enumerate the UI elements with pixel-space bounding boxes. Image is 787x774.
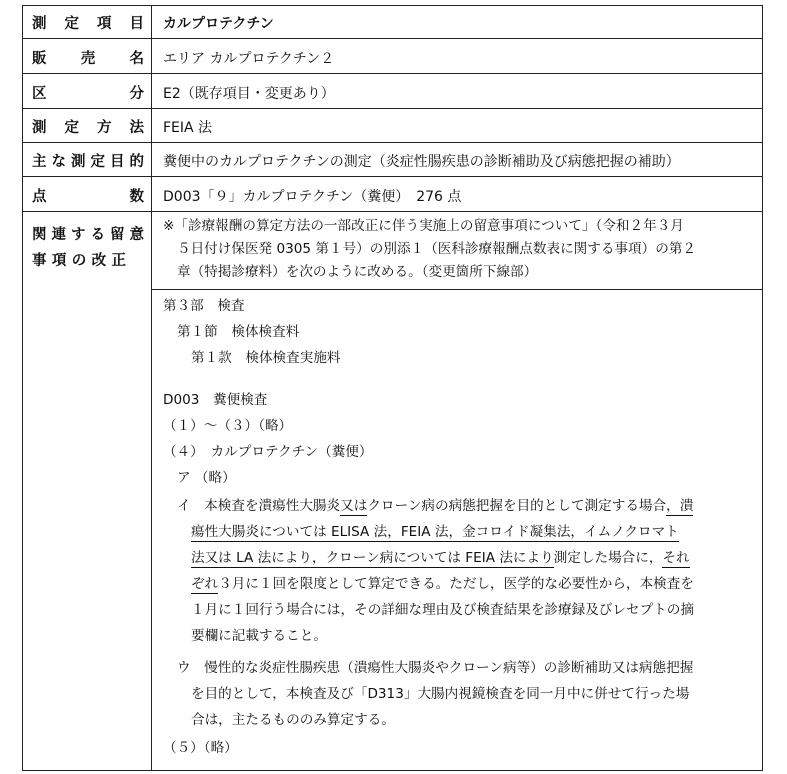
value-category: E2（既存項目・変更あり）	[163, 86, 335, 102]
underlined-text: ，潰	[666, 498, 694, 514]
value-purpose: 糞便中のカルプロテクチンの測定（炎症性腸疾患の診断補助及び病態把握の補助）	[163, 154, 680, 170]
section-heading: 第１節 検体検査料	[177, 324, 300, 340]
underlined-text: 法又は LA 法により	[191, 550, 312, 566]
label-product-name: 販 売 名	[32, 51, 144, 67]
label-points: 点 数	[32, 189, 144, 205]
label-revision: 関 連 す る 留 意 事 項 の 改 正	[32, 227, 144, 269]
underlined-text: それ	[662, 550, 690, 566]
text-run: イ 本検査を潰瘍性大腸炎	[177, 498, 341, 514]
notice-line: 章（特掲診療料）を次のように改める。（変更箇所下線部）	[177, 264, 538, 280]
item-i-line: １月に１回行う場合には，その詳細な理由及び検査結果を診療録及びレセプトの摘	[191, 602, 694, 618]
value-method: FEIA 法	[163, 120, 213, 136]
info-table	[22, 5, 763, 771]
row-divider	[151, 289, 762, 290]
text-run: 測定した場合に，	[553, 550, 663, 566]
value-product-name: エリア カルプロテクチン２	[163, 51, 335, 67]
item-i-line	[191, 572, 694, 592]
item-a: ア （略）	[177, 470, 236, 486]
row-divider	[23, 73, 762, 74]
item-u-line: を目的として，本検査及び「D313」大腸内視鏡検査を同一月中に併せて行った場	[191, 686, 690, 702]
item-5: （５）（略）	[163, 740, 238, 756]
item-u-line: 合は，主たるもののみ算定する。	[191, 712, 395, 728]
value-points: D003「９」カルプロテクチン（糞便） 276 点	[163, 189, 462, 205]
row-divider	[23, 108, 762, 109]
label-test-item: 測 定 項 目	[32, 16, 144, 32]
text-run: クローン病の病態把握を目的として測定する場合	[367, 498, 667, 514]
label-method: 測 定 方 法	[32, 120, 144, 136]
underlined-text: ，クローン病については FEIA 法により	[311, 550, 554, 566]
column-divider	[151, 6, 152, 770]
revision-notice	[163, 215, 696, 284]
row-divider	[23, 38, 762, 39]
part-heading: 第３部 検査	[163, 298, 245, 314]
subsection-heading: 第１款 検体検査実施料	[191, 350, 341, 366]
item-u-line: ウ 慢性的な炎症性腸疾患（潰瘍性大腸炎やクローン病等）の診断補助又は病態把握	[177, 660, 694, 676]
underlined-text: 又は	[340, 498, 368, 514]
row-divider	[23, 211, 762, 212]
item-i-line	[191, 546, 690, 566]
label-purpose: 主 な 測 定 目 的	[32, 154, 144, 170]
item-4: （４） カルプロテクチン（糞便）	[163, 444, 373, 460]
row-divider	[23, 176, 762, 177]
text-run: ３月に１回を限度として算定できる。ただし，医学的な必要性から，本検査を	[218, 576, 694, 592]
item-i-line	[191, 520, 679, 540]
notice-line: ５日付け保医発 0305 第１号）の別添１（医科診療報酬点数表に関する事項）の第２	[177, 241, 697, 257]
notice-line: ※「診療報酬の算定方法の一部改正に伴う実施上の留意事項について」（令和２年３月	[163, 218, 684, 234]
row-divider	[23, 142, 762, 143]
item-1-3: （１）～（３）（略）	[163, 418, 293, 434]
value-test-item: カルプロテクチン	[163, 16, 274, 32]
item-i-line: 要欄に記載すること。	[191, 628, 327, 644]
underlined-text: ぞれ	[191, 576, 219, 592]
underlined-text: 瘍性大腸炎については ELISA 法，FEIA 法，金コロイド凝集法，イムノクロマト	[191, 524, 679, 540]
label-category: 区 分	[32, 86, 144, 102]
item-i-line	[177, 494, 693, 514]
code-heading: D003 糞便検査	[163, 392, 268, 408]
